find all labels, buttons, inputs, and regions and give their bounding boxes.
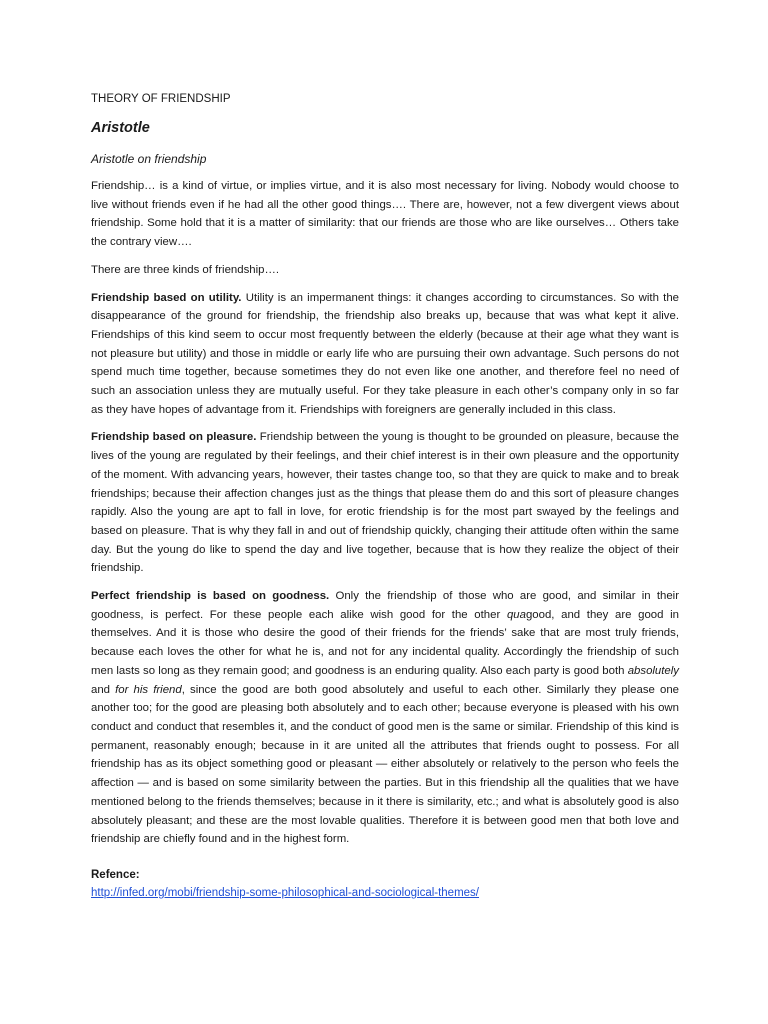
- perfect-text-b: good, and they are good in themselves. And it is those who desire the good of their friends for the friends’ sake that are most truly friends, because each loves the other for what he is, and not for any incidental quality. Accordingly the friendship of such men lasts so long as they remain good; and goodness is an enduring quality. Also each party is good both: [91, 608, 680, 677]
- perfect-text-c: , since the good are both good absolutely and useful to each other. Similarly they please one another too; for the good are pleasing both absolutely and to each other; because everyone is pleased with his own conduct and conduct that resembles it, and the conduct of good men is the same or similar. Friendship of this kind is permanent, reasonably enough; because in it are united all the attributes that friends ought to possess. For all friendship has as its object something good or pleasant — either absolutely or relatively to the person who feels the affection — and is based on some similarity between the parties. But in this friendship all the qualities that we have mentioned belong to the friends themselves; because in it there is similarity, etc.; and what is absolutely good is also absolutely pleasant; and these are the most lovable qualities. Therefore it is between good men that both love and friendship are chiefly found and in the highest form.: [91, 683, 680, 846]
- for-his-friend-phrase: for his friend: [115, 683, 182, 696]
- reference-link[interactable]: http://infed.org/mobi/friendship-some-philosophical-and-sociological-themes/: [91, 886, 480, 899]
- three-kinds-paragraph: There are three kinds of friendship….: [91, 263, 280, 276]
- document-title: THEORY OF FRIENDSHIP: [91, 93, 231, 105]
- and-word: and: [91, 683, 116, 696]
- pleasure-heading: Friendship based on pleasure.: [91, 431, 257, 444]
- author-heading: Aristotle: [91, 120, 150, 136]
- utility-paragraph: [91, 289, 679, 420]
- qua-word: qua: [506, 608, 526, 621]
- perfect-paragraph: [91, 587, 679, 849]
- perfect-heading: Perfect friendship is based on goodness.: [91, 590, 330, 603]
- utility-text: Utility is an impermanent things: it changes according to circumstances. So with the disappearance of the ground for friendship, the friendship also breaks up, because that was what kept it alive. Friendships of this kind seem to occur most frequently between the elderly (because at their age what they want is not pleasure but utility) and those in middle or early life who are pursuing their own advantage. Such persons do not spend much time together, because sometimes they do not even like one another, and therefore feel no need of such an association unless they are mutually useful. For they take pleasure in each other’s company only in so far as they have hopes of advantage from it. Friendships with foreigners are generally included in this class.: [91, 291, 680, 416]
- utility-heading: Friendship based on utility.: [91, 291, 242, 304]
- document-page: [91, 93, 679, 901]
- absolutely-word: absolutely: [627, 664, 679, 677]
- subtitle: Aristotle on friendship: [91, 152, 207, 166]
- pleasure-paragraph: [91, 428, 679, 578]
- perfect-text-a: Only the friendship of those who are good, and similar in their goodness, is perfect. For these people each alike wish good for the other: [91, 590, 680, 621]
- intro-paragraph: Friendship… is a kind of virtue, or implies virtue, and it is also most necessary for living. Nobody would choose to live without friends even if he had all the other good things…. There are, however, not a few divergent views about friendship. Some hold that it is a matter of similarity: that our friends are those who are like ourselves… Others take the contrary view….: [91, 180, 679, 249]
- pleasure-text: Friendship between the young is thought to be grounded on pleasure, because the lives of the young are regulated by their feelings, and their chief interest is in their own pleasure and the opportunity of the moment. With advancing years, however, their tastes change too, so that they are quick to make and to break friendships; because their affection changes just as the things that please them do and this sort of pleasure changes rapidly. Also the young are apt to fall in love, for erotic friendship is for the most part swayed by the feelings and based on pleasure. That is why they fall in and out of friendship quickly, changing their attitude often within the same day. But the young do like to spend the day and live together, because that is how they realize the object of their friendship.: [91, 431, 679, 575]
- reference-label: Refence:: [91, 868, 140, 881]
